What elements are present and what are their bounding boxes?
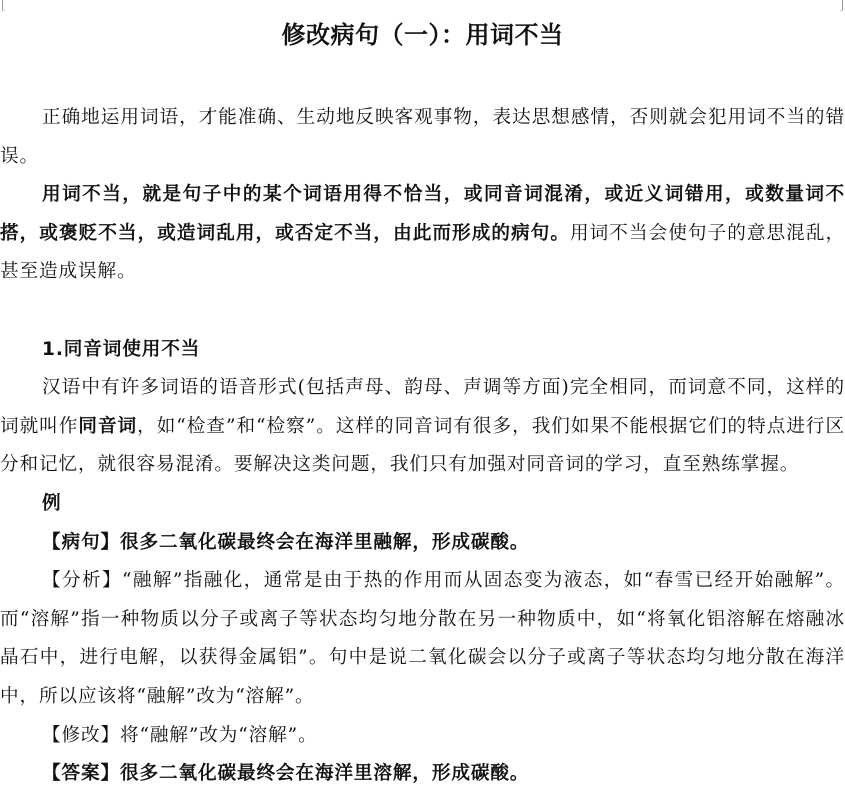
answer-line bbox=[0, 755, 845, 794]
document-title: 修改病句（一）：用词不当 bbox=[281, 21, 564, 49]
intro-paragraph-2 bbox=[0, 176, 845, 292]
faulty-sentence-text: 很多二氧化碳最终会在海洋里融解，形成碳酸。 bbox=[119, 531, 530, 553]
answer-text: 很多二氧化碳最终会在海洋里溶解，形成碳酸。 bbox=[119, 763, 530, 785]
answer-label: 【答案】 bbox=[42, 763, 120, 785]
section-1-heading bbox=[0, 331, 845, 370]
faulty-sentence-line bbox=[0, 524, 845, 563]
analysis-text: “融解”指融化，通常是由于热的作用而从固态变为液态，如“春雪已经开始融解”。而“溶解”指一种物质以分子或离子等状态均匀地分散在另一种物质中，如“将氧化铝溶解在熔融冰晶石中，进行电解，以获得金属铝”。句中是说二氧化碳会以分子或离子等状态均匀地分散在海洋中，所以应该将“融解”改为“溶解”。 bbox=[0, 570, 845, 707]
example-label: 例 bbox=[42, 492, 62, 514]
analysis-paragraph bbox=[0, 562, 845, 716]
revision-text: 将“融解”改为“溶解”。 bbox=[119, 724, 318, 746]
intro-paragraph-1 bbox=[0, 99, 845, 176]
example-label-line bbox=[0, 485, 845, 524]
definition-rest-text: 用词不当会使句子的意思混乱，甚至造成误解。 bbox=[0, 222, 845, 283]
section-1-paragraph bbox=[0, 369, 845, 485]
revision-line bbox=[0, 717, 845, 756]
crop-mark-top-left bbox=[2, 0, 3, 10]
definition-bold-text: 用词不当，就是句子中的某个词语用得不恰当，或同音词混淆，或近义词错用，或数量词不搭，或褒贬不当，或造词乱用，或否定不当，由此而形成的病句。 bbox=[0, 184, 845, 244]
crop-mark-top-right bbox=[842, 0, 843, 10]
section-1-text-part2: ，如“检查”和“检察”。这样的同音词有很多，我们如果不能根据它们的特点进行区分和记忆，就很容易混淆。要解决这类问题，我们只有加强对同音词的学习，直至熟练掌握。 bbox=[0, 415, 845, 476]
homophone-term: 同音词 bbox=[78, 415, 138, 437]
document-body bbox=[0, 99, 845, 794]
section-1-text-part1: 汉语中有许多词语的语音形式(包括声母、韵母、声调等方面)完全相同，而词意不同，这样的词就叫作 bbox=[0, 377, 845, 437]
analysis-label: 【分析】 bbox=[42, 570, 122, 592]
intro-paragraph-1-text: 正确地运用词语，才能准确、生动地反映客观事物，表达思想感情，否则就会犯用词不当的错误。 bbox=[0, 107, 845, 167]
section-1-heading-text: 1.同音词使用不当 bbox=[42, 338, 201, 360]
faulty-sentence-label: 【病句】 bbox=[42, 531, 120, 553]
blank-line bbox=[0, 292, 845, 331]
revision-label: 【修改】 bbox=[42, 724, 120, 746]
